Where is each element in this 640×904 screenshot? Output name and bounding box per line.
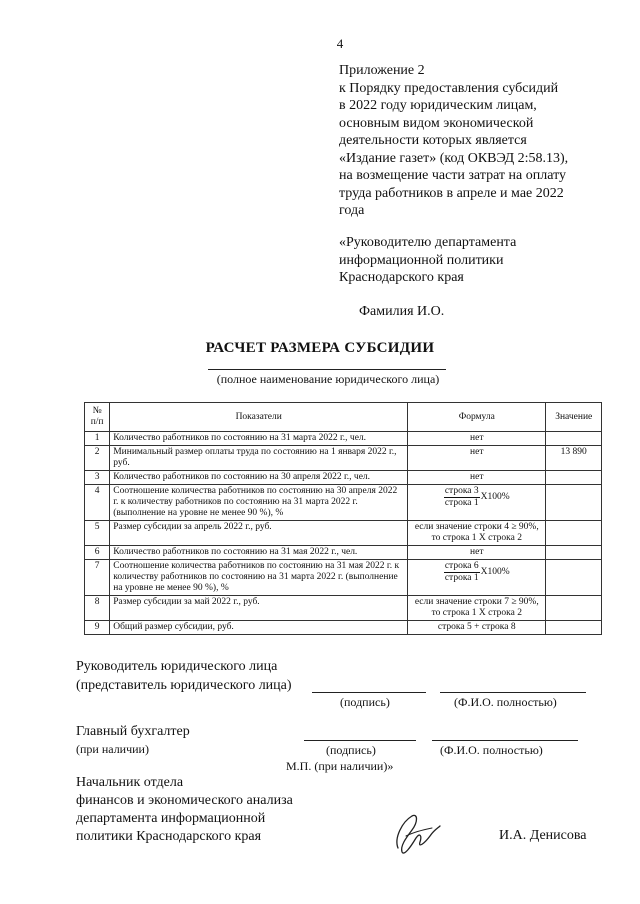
row-formula: нет bbox=[408, 546, 546, 560]
row-indicator: Общий размер субсидии, руб. bbox=[110, 621, 408, 635]
ratio-formula bbox=[444, 561, 510, 584]
addressee-line: «Руководителю департамента bbox=[339, 235, 517, 250]
row-indicator: Количество работников по состоянию на 30 апреля 2022 г., чел. bbox=[110, 471, 408, 485]
row-formula: если значение строки 4 ≥ 90%, то строка 1 Х строка 2 bbox=[408, 521, 546, 546]
addressee-name: Фамилия И.О. bbox=[359, 304, 445, 319]
entity-name-line bbox=[208, 369, 446, 370]
row-num: 2 bbox=[85, 446, 110, 471]
chief-title-line: департамента информационной bbox=[76, 811, 266, 826]
row-value bbox=[546, 485, 602, 521]
handwritten-signature bbox=[388, 808, 444, 860]
table-row bbox=[85, 596, 602, 621]
addressee-line: Краснодарского края bbox=[339, 270, 464, 285]
table-row bbox=[85, 446, 602, 471]
accountant-signature-line bbox=[304, 740, 416, 741]
head-title-line2: (представитель юридического лица) bbox=[76, 678, 292, 693]
page-number: 4 bbox=[336, 36, 344, 51]
row-formula: строка 5 + строка 8 bbox=[408, 621, 546, 635]
head-title-line1: Руководитель юридического лица bbox=[76, 659, 278, 674]
table-row bbox=[85, 546, 602, 560]
row-num: 3 bbox=[85, 471, 110, 485]
row-num: 5 bbox=[85, 521, 110, 546]
addressee-line: информационной политики bbox=[339, 252, 504, 268]
head-signature-line bbox=[312, 692, 426, 693]
row-num: 4 bbox=[85, 485, 110, 521]
row-indicator: Размер субсидии за май 2022 г., руб. bbox=[110, 596, 408, 621]
table-row bbox=[85, 471, 602, 485]
appendix-line: на возмещение части затрат на оплату bbox=[339, 168, 567, 183]
appendix-line: «Издание газет» (код ОКВЭД 2:58.13), bbox=[339, 150, 569, 166]
row-value bbox=[546, 560, 602, 596]
row-value bbox=[546, 546, 602, 560]
row-num: 1 bbox=[85, 432, 110, 446]
row-num: 9 bbox=[85, 621, 110, 635]
row-indicator: Соотношение количества работников по состоянию на 31 мая 2022 г. к количеству работников по состоянию на 31 марта 2022 г. (выполнение на уровне не менее 90 %), % bbox=[110, 560, 408, 596]
table-row bbox=[85, 621, 602, 635]
row-indicator: Количество работников по состоянию на 31 мая 2022 г., чел. bbox=[110, 546, 408, 560]
row-indicator: Соотношение количества работников по состоянию на 30 апреля 2022 г. к количеству работников по состоянию на 31 марта 2022 г. (выполнение на уровне не менее 90 %), % bbox=[110, 485, 408, 521]
stamp-note: М.П. (при наличии)» bbox=[286, 759, 394, 773]
appendix-line: года bbox=[339, 203, 365, 218]
header-indicator: Показатели bbox=[110, 403, 408, 432]
header-num: № п/п bbox=[85, 403, 110, 432]
formula-multiplier: Х100% bbox=[480, 492, 510, 502]
header-value: Значение bbox=[546, 403, 602, 432]
head-fio-line bbox=[440, 692, 586, 693]
row-num: 7 bbox=[85, 560, 110, 596]
row-indicator: Количество работников по состоянию на 31 марта 2022 г., чел. bbox=[110, 432, 408, 446]
row-value: 13 890 bbox=[546, 446, 602, 471]
document-title: РАСЧЕТ РАЗМЕРА СУБСИДИИ bbox=[205, 340, 435, 356]
row-value bbox=[546, 621, 602, 635]
appendix-line: деятельности которых является bbox=[339, 133, 527, 148]
row-formula: если значение строки 7 ≥ 90%, то строка 1 Х строка 2 bbox=[408, 596, 546, 621]
row-value bbox=[546, 596, 602, 621]
ratio-formula bbox=[444, 486, 510, 509]
row-value bbox=[546, 521, 602, 546]
row-indicator: Размер субсидии за апрель 2022 г., руб. bbox=[110, 521, 408, 546]
appendix-line: Приложение 2 bbox=[339, 63, 425, 78]
table-row bbox=[85, 432, 602, 446]
row-formula: нет bbox=[408, 471, 546, 485]
table-row bbox=[85, 560, 602, 596]
header-formula: Формула bbox=[408, 403, 546, 432]
addressee-block bbox=[339, 234, 516, 287]
appendix-line: к Порядку предоставления субсидий bbox=[339, 80, 559, 96]
table-row bbox=[85, 521, 602, 546]
calculation-table bbox=[84, 402, 602, 635]
chief-title-block bbox=[76, 774, 293, 846]
head-sign-caption: (подпись) bbox=[340, 695, 390, 709]
formula-numerator: строка 3 bbox=[444, 486, 479, 496]
formula-numerator: строка 6 bbox=[444, 561, 479, 571]
head-fio-caption: (Ф.И.О. полностью) bbox=[454, 695, 557, 709]
row-formula bbox=[408, 485, 546, 521]
appendix-header bbox=[339, 62, 629, 220]
formula-denominator: строка 1 bbox=[444, 573, 479, 583]
chief-title-line: финансов и экономического анализа bbox=[76, 793, 293, 808]
table-header-row bbox=[85, 403, 602, 432]
formula-multiplier: Х100% bbox=[480, 567, 510, 577]
row-formula: нет bbox=[408, 446, 546, 471]
appendix-line: труда работников в апреле и мае 2022 bbox=[339, 185, 564, 201]
chief-title-line: Начальник отдела bbox=[76, 775, 184, 790]
chief-title-line: политики Краснодарского края bbox=[76, 829, 262, 844]
accountant-title: Главный бухгалтер bbox=[76, 724, 190, 739]
row-num: 8 bbox=[85, 596, 110, 621]
table-row bbox=[85, 485, 602, 521]
accountant-fio-line bbox=[432, 740, 578, 741]
accountant-fio-caption: (Ф.И.О. полностью) bbox=[440, 743, 543, 757]
row-formula: нет bbox=[408, 432, 546, 446]
row-value bbox=[546, 471, 602, 485]
formula-denominator: строка 1 bbox=[444, 498, 479, 508]
accountant-sign-caption: (подпись) bbox=[326, 743, 376, 757]
row-formula bbox=[408, 560, 546, 596]
row-num: 6 bbox=[85, 546, 110, 560]
chief-name: И.А. Денисова bbox=[499, 828, 587, 843]
appendix-line: в 2022 году юридическим лицам, bbox=[339, 98, 537, 113]
row-indicator: Минимальный размер оплаты труда по состоянию на 1 января 2022 г., руб. bbox=[110, 446, 408, 471]
accountant-if-any: (при наличии) bbox=[76, 742, 149, 756]
row-value bbox=[546, 432, 602, 446]
appendix-line: основным видом экономической bbox=[339, 115, 534, 131]
entity-name-caption: (полное наименование юридического лица) bbox=[216, 372, 440, 386]
